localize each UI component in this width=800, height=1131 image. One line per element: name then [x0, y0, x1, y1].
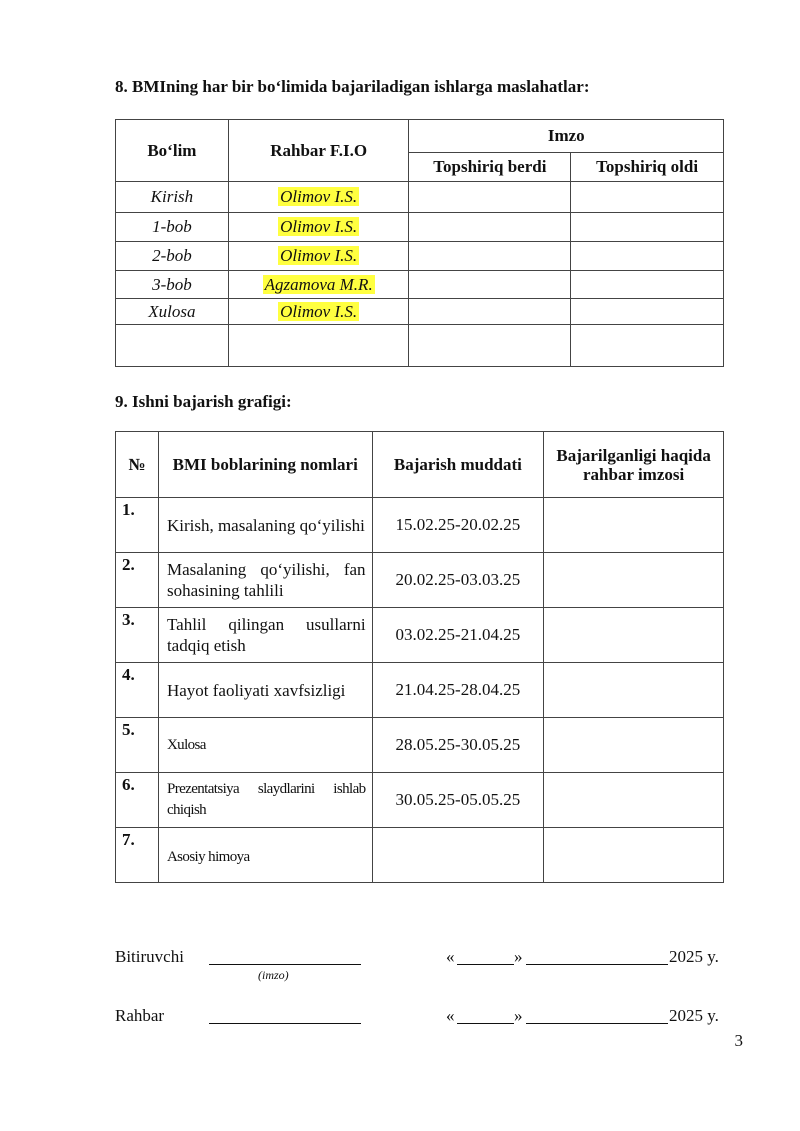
- signature-cell[interactable]: [571, 182, 724, 213]
- header-imzo: Imzo: [409, 120, 724, 153]
- graduate-label: Bitiruvchi: [115, 947, 184, 966]
- table-row: [116, 498, 724, 553]
- signature-cell[interactable]: [409, 213, 571, 242]
- section-cell: 3-bob: [116, 271, 229, 299]
- advisor-name: Olimov I.S.: [280, 217, 358, 236]
- deadline-cell: 15.02.25-20.02.25: [372, 498, 544, 553]
- advisor-name: Olimov I.S.: [280, 246, 358, 265]
- month-line[interactable]: [526, 1005, 668, 1024]
- table-row: [116, 182, 724, 213]
- deadline-cell: 28.05.25-30.05.25: [372, 718, 544, 773]
- deadline-cell: 21.04.25-28.04.25: [372, 663, 544, 718]
- section-cell: 1-bob: [116, 213, 229, 242]
- supervisor-signature-line[interactable]: [209, 1005, 361, 1024]
- chapter-title: Masalaning qo‘yilishi, fan sohasining tahlili: [158, 553, 372, 608]
- signature-cell[interactable]: [544, 718, 724, 773]
- deadline-cell: [372, 828, 544, 883]
- row-number: 7.: [116, 828, 159, 883]
- day-line[interactable]: [457, 946, 514, 965]
- signature-cell[interactable]: [544, 608, 724, 663]
- table-row: [116, 553, 724, 608]
- chapter-title: Xulosa: [158, 718, 372, 773]
- chapter-title: Kirish, masalaning qo‘yilishi: [158, 498, 372, 553]
- graduate-signature-line[interactable]: [209, 946, 361, 965]
- signature-cell[interactable]: [409, 325, 571, 367]
- header-topshiriq-oldi: Topshiriq oldi: [571, 153, 724, 182]
- imzo-note: (imzo): [258, 968, 289, 982]
- header-chapter-names: BMI boblarining nomlari: [158, 432, 372, 498]
- quote-open: «: [446, 1006, 455, 1025]
- section-cell: Kirish: [116, 182, 229, 213]
- supervisor-label: Rahbar: [115, 1006, 165, 1025]
- table-row: [116, 242, 724, 271]
- month-line[interactable]: [526, 946, 668, 965]
- signature-cell[interactable]: [544, 553, 724, 608]
- advisors-table: [115, 119, 724, 367]
- row-number: 6.: [116, 773, 159, 828]
- chapter-title: Asosiy himoya: [158, 828, 372, 883]
- header-bolim: Bo‘lim: [116, 120, 229, 182]
- section-cell: Xulosa: [116, 299, 229, 325]
- section-cell: 2-bob: [116, 242, 229, 271]
- table-row-empty: [116, 325, 724, 367]
- signature-cell[interactable]: [571, 325, 724, 367]
- deadline-cell: 30.05.25-05.05.25: [372, 773, 544, 828]
- table-row: [116, 773, 724, 828]
- table-row: [116, 299, 724, 325]
- advisor-name: Olimov I.S.: [280, 301, 358, 321]
- deadline-cell: 03.02.25-21.04.25: [372, 608, 544, 663]
- table-row: [116, 718, 724, 773]
- signature-cell[interactable]: [544, 663, 724, 718]
- section-8-heading: 8. BMIning har bir bo‘limida bajariladigan ishlarga maslahatlar:: [115, 77, 590, 96]
- header-supervisor-signature: Bajarilganligi haqida rahbar imzosi: [544, 432, 724, 498]
- signature-cell[interactable]: [571, 271, 724, 299]
- signature-cell[interactable]: [544, 828, 724, 883]
- schedule-table: [115, 431, 724, 883]
- signature-cell[interactable]: [571, 213, 724, 242]
- advisor-name: Olimov I.S.: [280, 187, 358, 206]
- year-label: 2025 y.: [669, 1006, 719, 1025]
- advisor-name: Agzamova M.R.: [264, 274, 373, 294]
- quote-close: »: [514, 1006, 523, 1025]
- row-number: 1.: [116, 498, 159, 553]
- row-number: 3.: [116, 608, 159, 663]
- signature-cell[interactable]: [571, 242, 724, 271]
- chapter-title: Hayot faoliyati xavfsizligi: [158, 663, 372, 718]
- header-number: №: [116, 432, 159, 498]
- page-number: 3: [734, 1031, 743, 1050]
- table-row: [116, 828, 724, 883]
- signature-cell[interactable]: [571, 299, 724, 325]
- day-line[interactable]: [457, 1005, 514, 1024]
- chapter-title: Tahlil qilingan usullarni tadqiq etish: [158, 608, 372, 663]
- section-9-heading: 9. Ishni bajarish grafigi:: [115, 392, 292, 411]
- deadline-cell: 20.02.25-03.03.25: [372, 553, 544, 608]
- quote-open: «: [446, 947, 455, 966]
- table-row: [116, 608, 724, 663]
- signature-cell[interactable]: [409, 242, 571, 271]
- quote-close: »: [514, 947, 523, 966]
- header-rahbar: Rahbar F.I.O: [228, 120, 409, 182]
- signature-cell[interactable]: [409, 182, 571, 213]
- header-deadline: Bajarish muddati: [372, 432, 544, 498]
- row-number: 5.: [116, 718, 159, 773]
- year-label: 2025 y.: [669, 947, 719, 966]
- signature-cell[interactable]: [544, 498, 724, 553]
- signature-cell[interactable]: [409, 299, 571, 325]
- header-topshiriq-berdi: Topshiriq berdi: [409, 153, 571, 182]
- chapter-title: Prezentatsiya slaydlarini ishlab chiqish: [158, 773, 372, 828]
- row-number: 2.: [116, 553, 159, 608]
- signature-cell[interactable]: [544, 773, 724, 828]
- table-row: [116, 213, 724, 242]
- signature-cell[interactable]: [409, 271, 571, 299]
- table-row: [116, 663, 724, 718]
- table-row: [116, 271, 724, 299]
- row-number: 4.: [116, 663, 159, 718]
